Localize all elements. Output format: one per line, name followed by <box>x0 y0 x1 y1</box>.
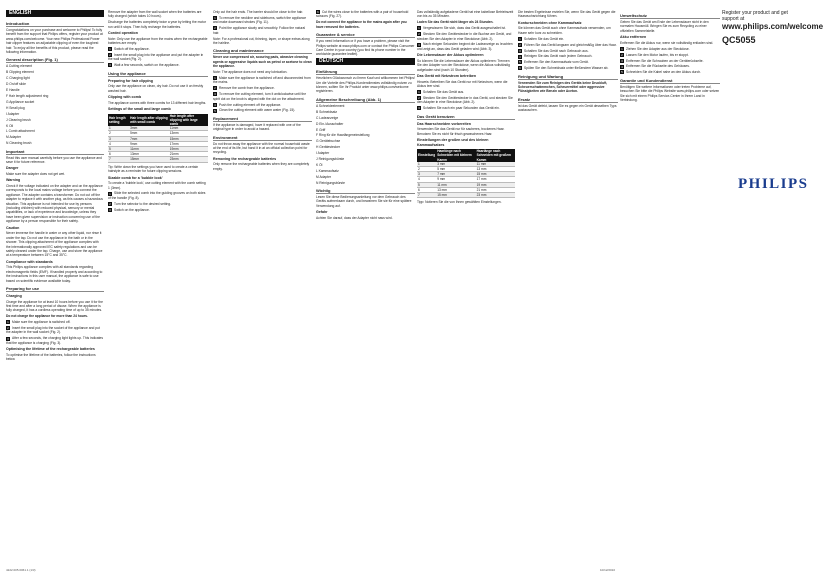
language-label-deutsch: DEUTSCH <box>316 58 415 65</box>
ersatz-heading: Ersatz <box>518 97 618 103</box>
step-number-icon: 3 <box>7 336 9 341</box>
step-number-icon: 2 <box>418 32 420 37</box>
wichtig-text: Lesen Sie diese Bedienungsanleitung vor dem Gebrauch des Geräts aufmerksam durch, und bewahren Sie sie für eine spätere Verwendung auf. <box>316 195 412 208</box>
garantie-text: Benötigen Sie weitere Informationen oder treten Probleme auf, besuchen Sie bitte die Philips Website www.philips.com oder setzen Sie sich mit einem Philips Service-Center in Ihrem Land in Verbindung. <box>620 84 720 102</box>
settings-table <box>108 114 208 163</box>
batteries-text: Only remove the rechargeable batteries when they are completely empty. <box>213 162 310 171</box>
corded-text: Note: Only use the appliance from the mains when the rechargeable batteries are empty. <box>108 36 208 46</box>
caution-label: Caution <box>6 225 20 230</box>
column-english-3 <box>213 10 312 565</box>
netz-heading: Das Gerät mit Netzstrom betreiben <box>417 74 477 79</box>
step-number-icon: 5 <box>519 60 521 65</box>
environment-heading: Environment <box>213 135 312 141</box>
clean-step: 1 Make sure the appliance is switched off and disconnected from the mains. <box>213 75 311 85</box>
table-header: Hair length setting <box>108 114 129 127</box>
step-number-icon: 6 <box>317 10 319 15</box>
clipping-heading: Clipping with comb <box>108 95 142 100</box>
reinigung-heading: Reinigung und Wartung <box>518 74 618 80</box>
step-number-icon: 4 <box>519 54 521 59</box>
sizable-step: 1 Slide the selected comb into the guiding grooves on both sides of the handle (Fig. 8). <box>108 191 206 200</box>
emf-text: This Philips appliance complies with all standards regarding electromagnetic fields (EMF). If handled properly and according to the instructions in this user manual, the appliance is safe to use based on scientific evidence available today. <box>6 265 103 283</box>
language-label-english: ENGLISH <box>6 10 104 17</box>
step-number-icon: 1 <box>621 46 623 51</box>
akku-heading: Akku entfernen <box>620 35 647 40</box>
part-item: A Schneideelement <box>316 103 345 108</box>
part-item: F Hair length adjustment ring <box>6 93 49 98</box>
part-item: K Öl <box>316 162 323 167</box>
footer-date: 10/12/2010 <box>600 568 616 572</box>
table-row: 1 3 mm 11 mm <box>417 162 515 167</box>
charging-text: Charge the appliance for at least 10 hours before you use it for the first time and after a long period of disuse. When the appliance is fully charged, it has a cordless operating time of up to 35 minutes. <box>6 299 103 313</box>
part-item: D Ein-/Ausschalter <box>316 121 344 126</box>
intro-text: Die besten Ergebnisse erzielen Sie, wenn Sie das Gerät gegen die Haarwuchsrichtung führen. <box>518 10 616 19</box>
benutzung-heading: Das Gerät benutzen <box>417 114 515 120</box>
intro-heading: Introduction <box>6 21 104 27</box>
netz-step: 1 Schalten Sie das Gerät aus. <box>418 89 465 95</box>
table-row: 1 3mm 11mm <box>108 126 208 131</box>
kontur-text: Sie können das Gerät auch ohne Kammaufsatz verwenden, um Haare sehr kurz zu schneiden. <box>518 26 611 35</box>
akku-step: 4 Entfernen Sie die Rückseite des Gehäuses. <box>621 64 690 69</box>
warning-text: Check if the voltage indicated on the adapter and on the appliance corresponds to the local mains voltage before you connect the appliance. The adapter contains a transformer. Do not cut off the adapter to replace it with another plug, as this causes a hazardous situation. This appliance is not intended for use by persons (including children) with reduced physical, sensory or mental capabilities, or lack of experience and knowledge, unless they have been given supervision or instruction concerning use of the appliance by a person responsible for their safety. <box>6 184 103 224</box>
optimising-heading: Optimising the lifetime of the rechargeable batteries <box>6 347 95 352</box>
register-url[interactable]: www.philips.com/welcome <box>722 22 823 31</box>
corded-step: 2 Insert the small plug into the appliance and put the adapter in the wall socket (Fig. 2). <box>108 52 204 62</box>
ersatz-text: Ist das Gerät defekt, lassen Sie es gegen ein Gerät desselben Typs austauschen. <box>518 103 617 113</box>
philips-logo: PHILIPS <box>738 176 809 192</box>
settings-table-title: Settings of the small and large comb <box>108 107 171 112</box>
laden-step: 1 Vergewissern Sie sich, dass das Gerät ausgeschaltet ist. <box>418 26 506 31</box>
caution-text: Never immerse the handle in water or any other liquid, nor rinse it under the tap. Do not use the appliance in the bath or in the shower. This clipping attachment of the appliance complies with the internationally approved IEC safety regulations and can be safely cleaned under the tap. Charge, use and store the appliance at a temperature between 15°C and 35°C. <box>6 231 103 258</box>
note-text: Note: For a professional cut, thinning, taper, or shape extras along the hairline. <box>213 36 310 45</box>
replacement-heading: Replacement <box>213 116 312 122</box>
step-number-icon: 3 <box>519 48 521 53</box>
einstellungen-table <box>417 149 515 198</box>
step-number-icon: 1 <box>519 36 521 41</box>
cover-column <box>722 10 823 565</box>
important-text: Read this user manual carefully before you use the appliance and save it for future reference. <box>6 155 102 165</box>
einfuehrung-heading: Einführung <box>316 69 415 75</box>
part-item: C Ladeanzeige <box>316 115 339 120</box>
intro-text: Only cut the hair ends. The barrier should be close to the hair. <box>213 10 304 14</box>
battery-step: 6 Cut the wires close to the batteries with a pair of household scissors (Fig. 27). <box>316 10 409 19</box>
environment-text: Do not throw away the appliance with the normal household waste at the end of its life, but hand it in at an official collection point for recycling. <box>213 141 310 155</box>
kontur-heading: Konturschneiden ohne Kammaufsatz <box>518 20 582 25</box>
akku-text: Entfernen Sie die Akkus nur, wenn sie vollständig entladen sind. <box>620 40 714 45</box>
umwelt-heading: Umweltschutz <box>620 13 720 19</box>
gefahr-label: Gefahr <box>316 210 328 215</box>
kontur-step: 5 Entfernen Sie den Kammaufsatz vom Gerät. <box>519 60 589 65</box>
replacement-text: If the appliance is damaged, have it replaced with one of the original type in order to avoid a hazard. <box>213 122 301 132</box>
footer-code: 4222.005.0061.1 (1/3) <box>6 568 36 572</box>
trim-step: 1 To remove the neckline and sideburns, switch the appliance and make downward strokes (Fig. 11). <box>213 15 307 25</box>
table-row: 6 13 mm 21 mm <box>417 187 515 192</box>
charging-heading: Charging <box>6 293 22 298</box>
part-item: H Small plug <box>6 105 25 110</box>
step-number-icon: 1 <box>418 90 420 95</box>
table-row: 2 5 mm 13 mm <box>417 167 515 172</box>
part-item: E Handle <box>6 88 20 93</box>
part-item: E Griff <box>316 127 326 132</box>
step-number-icon: 6 <box>519 66 521 71</box>
vorbereitung-text: Verwenden Sie das Gerät nur für sauberes, trockenes Haar. Benutzen Sie es nicht für frisch gewaschenes Haar. <box>417 127 505 136</box>
step-number-icon: 2 <box>519 42 521 47</box>
intro-text: Das vollständig aufgeladene Gerät hat eine kabellose Betriebszeit von bis zu 35 Minuten. <box>417 10 514 19</box>
step-number-icon: 5 <box>214 108 216 113</box>
table-row: 4 9 mm 17 mm <box>417 177 515 182</box>
kontur-step: 2 Führen Sie das Gerät langsam und gleichmäßig über das Haar. <box>519 42 617 47</box>
intro-text: Congratulations on your purchase and welcome to Philips! To fully benefit from the support that Philips offers, register your product at www.philips.com/welcome. Your new Philips Professional Power hair clipper features an adjustable clipping of even the toughest hair. To enjoy all the benefits of this product, please read the following information. <box>6 28 103 55</box>
step-number-icon: 3 <box>418 42 420 47</box>
step-number-icon: 2 <box>109 201 111 206</box>
step-number-icon: 1 <box>214 16 216 21</box>
clean-step: 4 Push the cutting element off the appliance. <box>214 102 282 107</box>
table-row: 4 9mm 17mm <box>108 141 208 146</box>
corded-step: 1 Switch off the appliance. <box>109 47 150 52</box>
table-row: 7 15 mm 23 mm <box>417 193 515 198</box>
column-deutsch-1 <box>417 10 515 565</box>
column-english-2 <box>108 10 208 565</box>
table-header: Hair length after clipping with large comb <box>169 114 208 127</box>
table-row: 2 5mm 13mm <box>108 131 208 136</box>
step-number-icon: 2 <box>109 53 111 58</box>
note-text: Note: The appliance does not need any lubrication. <box>213 70 288 75</box>
laden-step: 2 Stecken Sie den Gerätestecker in die Buchse am Gerät, und stecken Sie den Adapter in eine Steckdose (Abb. 2). <box>417 32 512 41</box>
tip-text: Tipp: Notieren Sie die von Ihnen gewählten Einstellungen. <box>417 200 502 205</box>
lebensdauer-text: So können Sie die Lebensdauer der Akkus optimieren: Trennen Sie den Adapter von der Steckdose, wenn die Akkus vollständig aufgeladen sind (nach 10 Stunden). <box>417 58 510 72</box>
parts-list <box>6 64 104 145</box>
batteries-heading: Removing the rechargeable batteries <box>213 156 277 161</box>
laden-note: Laden Sie das Gerät nicht länger als 24 Stunden. <box>417 20 494 25</box>
netz-text: Hinweis: Betreiben Sie das Gerät nur mit Netzstrom, wenn die Akkus leer sind. <box>417 79 508 89</box>
battery-step: Remove the adapter from the wall socket when the batteries are fully charged (which takes 10 hours). <box>108 10 202 19</box>
step-number-icon: 1 <box>418 26 420 31</box>
emf-heading: Compliance with standards <box>6 259 53 264</box>
corded-heading: Corded operation <box>108 31 138 36</box>
important-heading: Important <box>6 149 104 155</box>
allgemeine-beschreibung-heading: Allgemeine Beschreibung (Abb. 1) <box>316 97 415 103</box>
table-header: Haarlänge nach Schneiden mit großem Kamm <box>476 149 515 162</box>
netz-step: 2 Stecken Sie den Gerätestecker in das Gerät, und stecken Sie den Adapter in eine Steckdose (Abb. 2). <box>417 95 513 105</box>
part-item: G Gerätebuchse <box>316 139 341 144</box>
part-item: I Adapter <box>6 111 20 116</box>
clipping-text: The appliance comes with three combs for 13 different hair lengths. <box>108 100 207 105</box>
step-number-icon: 4 <box>621 64 623 69</box>
cleaning-heading: Cleaning and maintenance <box>213 48 312 54</box>
reinigung-text: Verwenden Sie zum Reinigen des Geräts keine Druckluft, Scheuerschwämmchen, Scheuermittel oder aggressive Flüssigkeiten wie Benzin oder Aceton. <box>518 80 608 94</box>
prepare-text: Only use the appliance on clean, dry hair. Do not use it on freshly washed hair. <box>108 84 204 93</box>
table-header: Hair length after clipping with small comb <box>129 114 169 127</box>
tip-text: Tip: Write down the settings you have used to create a certain hairstyle as a reminder for future clipping sessions. <box>108 164 199 174</box>
part-item: N Reinigungsbürste <box>316 180 345 185</box>
part-item: A Cutting element <box>6 64 33 69</box>
sizable-step: 2 Turn the selector to the desired setting. <box>109 201 172 206</box>
part-item: D On/off slide <box>6 82 26 87</box>
column-english-deutsch <box>316 10 415 565</box>
step-number-icon: 1 <box>109 191 111 196</box>
table-row: 5 11 mm 19 mm <box>417 182 515 187</box>
kontur-step: 1 Schalten Sie das Gerät ein. <box>519 36 565 41</box>
danger-text: Make sure the adapter does not get wet. <box>6 172 66 177</box>
cleaning-text: Never use compressed air, scouring pads, abrasive cleaning agents or aggressive liquids such as petrol or acetone to clean the appliance. <box>213 55 312 69</box>
teile-list <box>316 104 415 185</box>
einfuehrung-text: Herzlichen Glückwunsch zu Ihrem Kauf und willkommen bei Philips! Um die Vorteile des Philips-Kundendienstes vollständig nutzen zu können, sollten Sie Ihr Produkt unter www.philips.com/welcome registrieren. <box>316 76 415 94</box>
kontur-step: 6 Spülen Sie den Schneidsatz unter fließendem Wasser ab. <box>519 66 609 71</box>
step-number-icon: 1 <box>214 76 216 81</box>
gefahr-text: Achten Sie darauf, dass der Adapter nicht nass wird. <box>316 215 393 220</box>
part-item: H Gerätestecker <box>316 145 341 150</box>
part-item: M Adapter <box>6 135 22 140</box>
general-description-heading: General description (Fig. 1) <box>6 57 104 63</box>
vorbereitung-heading: Das Haarschneiden vorbereiten <box>417 121 471 126</box>
charging-step: 1 Make sure the appliance is switched off. <box>7 320 71 325</box>
step-number-icon: 1 <box>7 320 9 325</box>
part-item: M Adapter <box>316 174 332 179</box>
table-row: 3 7mm 15mm <box>108 136 208 141</box>
column-english-1 <box>6 10 104 565</box>
step-number-icon: 5 <box>621 70 623 75</box>
table-header: Einstellung <box>417 149 436 162</box>
danger-label: Danger <box>6 166 19 171</box>
sizable-heading: Sizable comb for a 'bubble look' <box>108 175 163 180</box>
step-number-icon: 2 <box>214 86 216 91</box>
clean-step: 3 To remove the cutting element, turn it anticlockwise until the spirit dot on the knob is aligned with the dot on the attachment. <box>213 92 307 101</box>
akku-step: 1 Ziehen Sie den Adapter aus der Steckdose. <box>621 46 690 51</box>
table-row: 6 13mm 21mm <box>108 152 208 157</box>
step-number-icon: 3 <box>109 63 111 68</box>
step-number-icon: 3 <box>109 207 111 212</box>
step-number-icon: 3 <box>621 58 623 63</box>
clean-step: 5 Clean the cutting element with warm water (Fig. 15). <box>214 108 296 113</box>
table-row: 7 15mm 23mm <box>108 157 208 162</box>
part-item: L Comb attachment <box>6 129 35 134</box>
optimising-text: To optimise the lifetime of the batteries, follow the instructions below. <box>6 352 96 362</box>
battery-note: Do not connect the appliance to the mains again after you have removed the batteries. <box>316 20 407 29</box>
preparing-heading: Preparing for use <box>6 286 104 292</box>
part-item: B Clipping element <box>6 70 34 75</box>
warning-label: Warning <box>6 178 21 183</box>
guarantee-heading: Guarantee & service <box>316 32 415 38</box>
model-number: QC5055 <box>722 35 756 45</box>
akku-step: 5 Schneiden Sie die Kabel nahe an den Akkus durch. <box>621 70 701 75</box>
column-deutsch-2 <box>518 10 618 565</box>
part-item: I Adapter <box>316 151 330 156</box>
corded-step: 3 Wait a few seconds, switch on the appliance. <box>109 63 180 68</box>
guarantee-text: If you need information or if you have a problem, please visit the Philips website at www.philips.com or contact the Philips Consumer Care Centre in your country (you find its phone number in the worldwide guarantee leaflet). <box>316 39 415 57</box>
step-number-icon: 2 <box>418 96 420 100</box>
part-item: K Oil <box>6 123 14 128</box>
table-row: 3 7 mm 15 mm <box>417 172 515 177</box>
step-number-icon: 2 <box>621 52 623 57</box>
step-number-icon: 1 <box>109 47 111 52</box>
kontur-step: 3 Schalten Sie das Gerät nach Gebrauch aus. <box>519 48 589 53</box>
step-number-icon: 4 <box>214 102 216 107</box>
akku-step: 3 Entfernen Sie die Schrauben an der Geräterückseite. <box>621 58 704 63</box>
kontur-step: 4 Reinigen Sie das Gerät nach jedem Gebrauch. <box>519 54 593 59</box>
part-item: C Charging light <box>6 76 30 81</box>
step-number-icon: 2 <box>214 26 216 31</box>
table-row: 5 11mm 19mm <box>108 147 208 152</box>
part-item: B Schneidsatz <box>316 109 338 114</box>
garantie-heading: Garantie und Kundendienst <box>620 78 720 84</box>
column-deutsch-3 <box>620 10 720 565</box>
battery-step: Discharge the batteries completely twice a year by letting the motor run until it stops. Then fully recharge the batteries. <box>108 20 207 29</box>
prepare-heading: Preparing for hair clipping <box>108 78 153 83</box>
sizable-text: To create a 'bubble look', use cutting element with the comb setting 1 (3mm). <box>108 181 206 190</box>
part-item: N Cleaning brush <box>6 141 32 146</box>
laden-step: 3 Nach einigen Sekunden beginnt die Ladeanzeige zu leuchten und zeigt an, dass das Gerät geladen wird (Abb. 3). <box>417 42 513 51</box>
umwelt-text: Geben Sie das Gerät am Ende der Lebensdauer nicht in den normalen Hausmüll. Bringen Sie es zum Recycling zu einer offiziellen Sammelstelle. <box>620 20 709 33</box>
table-header: Haarlänge nach Schneiden mit kleinem Kamm <box>436 149 475 162</box>
netz-step: 3 Schalten Sie nach ein paar Sekunden das Gerät ein. <box>418 106 500 111</box>
using-heading: Using the appliance <box>108 71 208 77</box>
step-number-icon: 3 <box>418 106 420 111</box>
charging-step: 2 Insert the small plug into the socket of the appliance and put the adapter in the wall socket (Fig. 2). <box>6 326 100 335</box>
einstellungen-table-title: Einstellungen der großen und des kleinen Kammaufsatzes <box>417 138 489 147</box>
part-item: J Reinigungsbürste <box>316 157 345 162</box>
register-line: Register your product and get support at <box>722 10 788 22</box>
step-number-icon: 2 <box>7 326 9 331</box>
charging-step: 3 After a few seconds, the charging light lights up. This indicates that the appliance is charging (Fig. 3). <box>6 336 104 345</box>
part-item: J Cleaning brush <box>6 117 31 122</box>
part-item: F Ring für die Haarlängeneinstellung <box>316 133 370 138</box>
clean-step: 2 Remove the comb from the appliance. <box>214 86 275 91</box>
step-number-icon: 3 <box>214 92 216 97</box>
wichtig-heading: Wichtig <box>316 188 415 194</box>
lebensdauer-heading: Die Lebensdauer der Akkus optimieren <box>417 53 484 58</box>
part-item: G Appliance socket <box>6 99 35 104</box>
sizable-step: 3 Switch on the appliance. <box>109 207 150 212</box>
akku-step: 2 Lassen Sie den Motor laufen, bis er stoppt. <box>621 52 689 57</box>
charging-note: Do not charge the appliance for more than 24 hours. <box>6 314 88 319</box>
trim-step: 2 Point the appliance slowly and smoothly. Follow the natural hair. <box>213 26 306 35</box>
part-item: L Kammaufsatz <box>316 168 339 173</box>
